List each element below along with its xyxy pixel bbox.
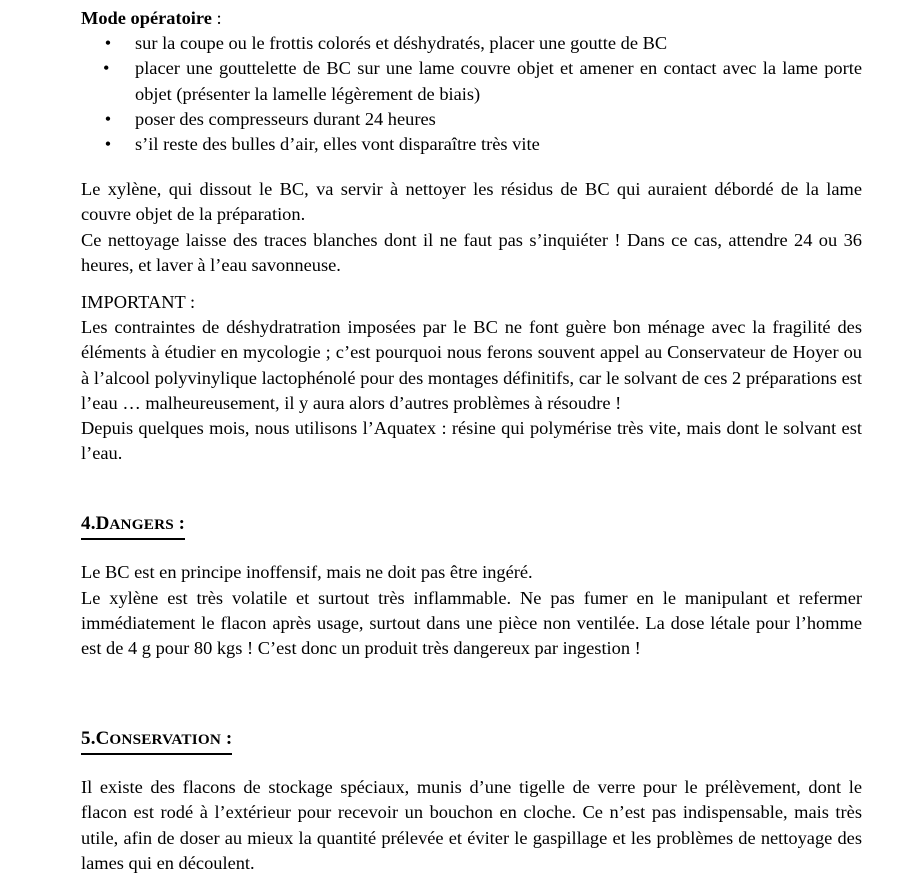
spacer [81,278,862,290]
list-item [81,132,862,157]
dangers-paragraph-1: Le BC est en principe inoffensif, mais ne doit pas être ingéré. [81,562,533,583]
section-heading-conservation [81,727,232,755]
section-title-rest: ANGERS [109,516,174,534]
section-heading-dangers-wrapper [81,512,862,540]
bullet-icon: • [103,58,110,79]
list-item-text: sur la coupe ou le frottis colorés et déshydratés, placer une goutte de BC [135,33,668,54]
important-paragraph-1: Les contraintes de déshydratration imposées par le BC ne font guère bon ménage avec la fragilité des éléments à étudier en mycologie ; c’est pourquoi nous ferons souvent appel au Conservateur de Hoyer ou à l’alcool polyvinylique lactophénolé pour des montages définitifs, car le solvant de ces 2 préparations est l’eau … malheureusement, il y aura alors d’autres problèmes à résoudre ! [81,317,862,413]
section-heading-conservation-wrapper [81,727,862,755]
important-label: IMPORTANT : [81,292,196,313]
list-item [81,107,862,132]
section-heading-dangers [81,512,185,540]
list-item-text: s’il reste des bulles d’air, elles vont disparaître très vite [135,134,540,155]
conservation-paragraph-1: Il existe des flacons de stockage spéciaux, munis d’une tigelle de verre pour le prélèvement, dont le flacon est rodé à l’extérieur pour recevoir un bouchon en cloche. Ce n’est pas indispensable, mais très utile, afin de doser au mieux la quantité prélevée et éviter le gaspillage et les problèmes de nettoyage des lames qui en découlent. [81,777,862,873]
procedure-bullet-list [81,31,862,157]
section-title-rest: ONSERVATION [109,731,222,749]
bullet-icon: • [104,108,112,129]
bullet-icon: • [104,33,112,54]
xylene-paragraph-1: Le xylène, qui dissout le BC, va servir à nettoyer les résidus de BC qui auraient débordé de la lame couvre objet de la préparation. [81,179,862,225]
xylene-paragraph-2: Ce nettoyage laisse des traces blanches dont il ne faut pas s’inquiéter ! Dans ce cas, attendre 24 ou 36 heures, et laver à l’eau savonneuse. [81,229,862,275]
spacer [81,661,862,707]
spacer [81,755,862,775]
list-item [81,31,862,56]
spacer [81,540,862,560]
list-item-text: poser des compresseurs durant 24 heures [135,108,436,129]
spacer [81,157,862,177]
spacer [81,466,862,512]
procedure-label-text: Mode opératoire [81,8,212,28]
procedure-label-colon: : [211,8,222,28]
section-title-colon: : [221,728,233,750]
section-title-colon: : [173,513,185,535]
bullet-icon: • [104,134,112,155]
section-title-initial: C [95,728,110,750]
spacer [81,707,862,727]
section-number: 5. [81,728,96,750]
section-number: 4. [81,513,96,535]
section-title-initial: D [95,513,110,535]
document-content [81,0,862,876]
list-item [81,56,862,106]
important-paragraph-2: Depuis quelques mois, nous utilisons l’Aquatex : résine qui polymérise très vite, mais dont le solvant est l’eau. [81,418,862,464]
dangers-paragraph-2: Le xylène est très volatile et surtout très inflammable. Ne pas fumer en le manipulant et refermer immédiatement le flacon après usage, surtout dans une pièce non ventilée. La dose létale pour l’homme est de 4 g pour 80 kgs ! C’est donc un produit très dangereux par ingestion ! [81,587,862,659]
list-item-text: placer une gouttelette de BC sur une lame couvre objet et amener en contact avec la lame porte objet (présenter la lamelle légèrement de biais) [135,58,862,104]
procedure-label [81,0,862,31]
